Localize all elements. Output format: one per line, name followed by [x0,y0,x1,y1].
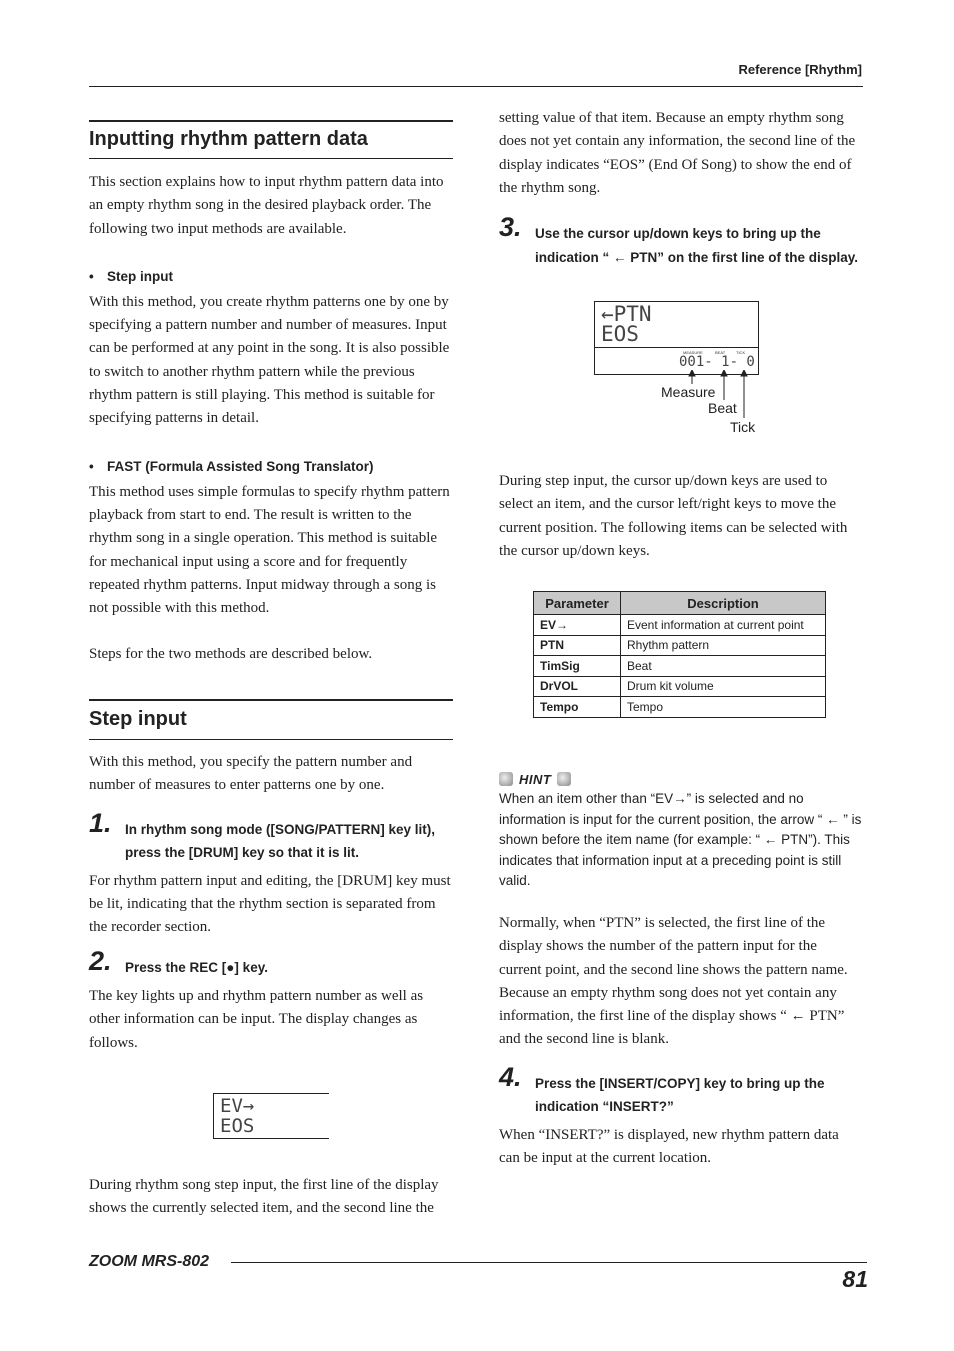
table-cell-description: Drum kit volume [621,676,826,697]
table-cell-description: Beat [621,656,826,677]
step-1-body: For rhythm pattern input and editing, the [DRUM] key must be lit, indicating that the rhythm section is separated from the recorder section. [89,872,451,936]
step-2-number: 2. [89,946,112,977]
lcd-display-step3 [594,301,759,375]
section-title-step-input: Step input [89,708,187,730]
step-1 [89,807,453,865]
lcd2-divider [595,347,758,348]
step-1-number: 1. [89,807,112,838]
step-3-title: Use the cursor up/down keys to bring up the indication “ ← PTN” on the first line of the display. [535,226,859,265]
lcd2-label-tick: TICK [736,350,746,355]
callout-tick: Tick [730,419,756,435]
table-cell-parameter: PTN [534,635,621,656]
section-step-input-header [89,699,453,740]
lcd2-line2: EOS [601,322,639,346]
cursor-paragraph: During step input, the cursor up/down keys are used to select an item, and the cursor left/right keys to move the current position. The following items can be selected with the cursor up/down keys. [499,473,848,559]
table-row [534,676,826,697]
table-row [534,656,826,677]
page-number: 81 [842,1266,868,1292]
step-3-number: 3. [499,212,522,243]
tick-arrow-icon [741,370,747,376]
hint-left-square-icon [499,772,513,786]
bullet-step-input [89,267,453,287]
footer-rule [231,1262,867,1263]
table-header-description: Description [621,592,826,615]
hint-body: When an item other than “EV→” is selected and no information is input for the current position, the arrow “ ← ” is shown before the item name (for example: “ ← PTN”). This indicates that information input at a preceding point is still valid. [499,791,862,888]
left-column [89,120,453,667]
hint-label: HINT [519,771,552,787]
lcd-display-step2 [213,1093,329,1139]
step-2 [89,946,453,980]
step-4 [499,1061,863,1119]
section-inputting-header [89,120,453,159]
measure-arrow-icon [689,370,695,376]
footer-product: ZOOM MRS-802 [89,1253,210,1270]
header-title: Reference [Rhythm] [738,62,862,77]
bullet-step-input-title: Step input [107,268,173,284]
parameter-table [533,591,826,718]
table-cell-parameter: Tempo [534,697,621,718]
hint-right-square-icon [557,772,571,786]
bullet-fast-title: FAST (Formula Assisted Song Translator) [107,458,374,474]
right-column [499,107,863,269]
step-2-title: Press the REC [●] key. [125,960,268,976]
step-input-intro: With this method, you specify the pattern number and number of measures to enter patterns one by one. [89,754,413,794]
step-2-body: The key lights up and rhythm pattern number as well as other information can be input. The display changes as follows. [89,987,424,1051]
table-row [534,615,826,636]
normally-paragraph: Normally, when “PTN” is selected, the first line of the display shows the number of the pattern input for the current point, and the second line shows the pattern name. Because an empty rhythm song does not yet contain any information, the first line of the display shows “ ← PTN” and the second line is blank. [499,915,848,1048]
step-1-title: In rhythm song mode ([SONG/PATTERN] key lit), press the [DRUM] key so that it is lit. [125,821,436,861]
table-cell-parameter: TimSig [534,656,621,677]
step-4-title: Press the [INSERT/COPY] key to bring up the indication “INSERT?” [535,1075,825,1115]
beat-arrow-icon [721,370,727,376]
table-cell-parameter: DrVOL [534,676,621,697]
table-header-row [534,592,826,615]
table-cell-description: Rhythm pattern [621,635,826,656]
table-header-parameter: Parameter [534,592,621,615]
left-column-lower [89,699,453,1055]
bullet-dot-icon: • [89,458,94,474]
section-title-inputting: Inputting rhythm pattern data [89,128,368,150]
header-rule [89,86,863,87]
step-input-description: With this method, you create rhythm patterns one by one by specifying a pattern number and number of measures. Input can be performed at any point in the song. It is also possible to switch to another rhythm pattern while the previous rhythm pattern is still playing. This method is suitable for specifying patterns in detail. [89,293,450,427]
lcd2-line1: ←PTN [601,302,652,326]
intro-paragraph: This section explains how to input rhythm pattern data into an empty rhythm song in the desired playback order. The following two input methods are available. [89,174,444,237]
right-column-lower [499,912,863,1170]
step-3 [499,212,863,269]
lcd1-line2: EOS [220,1115,255,1137]
fast-description: This method uses simple formulas to specify rhythm pattern playback from start to end. The result is written to the rhythm song in a single operation. This method is suitable for mechanical input using a score and for frequently repeated rhythm patterns. Input midway through a song is not possible with this method. [89,483,450,617]
lcd2-label-measure: MEASURE [683,350,703,355]
bullet-fast [89,457,453,477]
step-4-number: 4. [499,1061,522,1092]
table-row [534,697,826,718]
lcd2-counter: 001- 1- 0 [679,354,755,370]
hint-banner [499,771,571,787]
table-row [534,635,826,656]
steps-note: Steps for the two methods are described below. [89,646,373,663]
lcd2-label-beat: BEAT [715,350,726,355]
callout-beat: Beat [708,400,737,416]
table-cell-description: Event information at current point [621,615,826,636]
table-cell-parameter: EV→ [534,615,621,636]
bullet-dot-icon: • [89,268,94,284]
step-4-body: When “INSERT?” is displayed, new rhythm pattern data can be input at the current location. [499,1126,839,1167]
after-lcd1-paragraph: During rhythm song step input, the first line of the display shows the currently selected item, and the second line the [89,1177,439,1217]
continuation-paragraph: setting value of that item. Because an empty rhythm song does not yet contain any information, the second line of the display indicates “EOS” (End Of Song) to show the end of the rhythm song. [499,110,856,196]
callout-measure: Measure [661,384,716,400]
lcd1-line1: EV→ [220,1095,255,1117]
table-cell-description: Tempo [621,697,826,718]
